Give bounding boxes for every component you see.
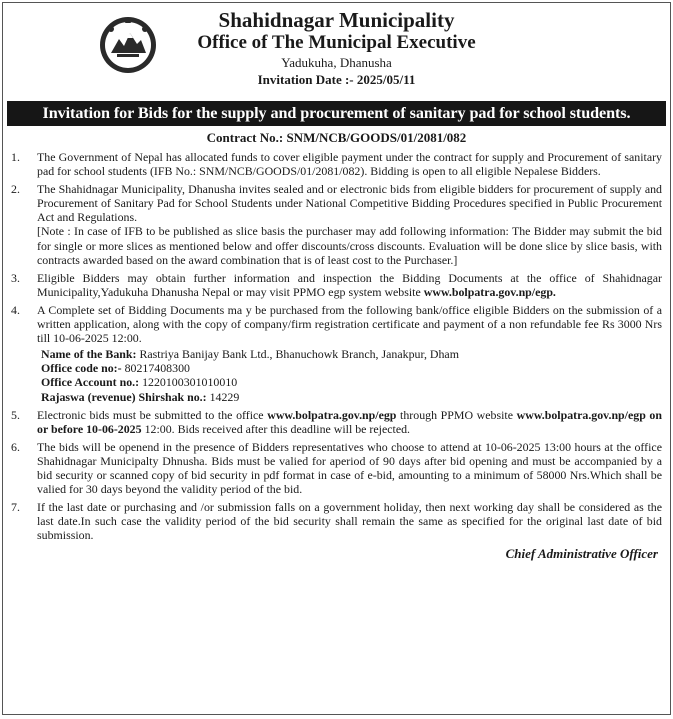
header (11, 7, 662, 99)
bank-details (37, 347, 662, 403)
invitation-date: Invitation Date :- 2025/05/11 (257, 72, 416, 87)
item-note: [Note : In case of IFB to be published as slice basis the purchaser may add following information: The Bidder may submit the bid for single or more slices as mentioned below and offer discounts/cross discounts. Evaluation will be done slice by slice basis, with contracts awarded based on the award combination that is of least cost to the Purchaser.] (37, 224, 662, 267)
item-text: Eligible Bidders may obtain further information and inspection the Bidding Documents at the office of Shahidnagar Municipality,Yadukuha Dhanusha Nepal or may visit PPMO egp system website (37, 270, 662, 299)
item-number: 6. (11, 439, 20, 454)
item-number: 3. (11, 270, 20, 285)
signatory: Chief Administrative Officer (505, 546, 658, 562)
office-name: Office of The Municipal Executive (197, 32, 476, 53)
item-text: The Government of Nepal has allocated funds to cover eligible payment under the contract for supply and Procurement of sanitary pad for school students (IFB No.: SNM/NCB/GOODS/01/2081/082). Bidding is open to all eligible Nepalese Bidders. (37, 150, 662, 179)
notice-title-banner: Invitation for Bids for the supply and procurement of sanitary pad for school students. (7, 101, 666, 126)
item-text: A Complete set of Bidding Documents ma y be purchased from the following bank/office eligible Bidders on the submission of a written application, along with the copy of company/firm registration certificate and payment of a non refundable fee Rs 3000 Nrs till 10-06-2025 12:00. (37, 302, 662, 346)
item-text: The bids will be openend in the presence of Bidders representatives who choose to attend at 10-06-2025 13:00 hours at the office Shahidnagar Municipalty Dhnusha. Bids must be valied for aperiod of 90 days after bid opening and must be accompanied by a bid security or scanned copy of bid security in pdf format in case of e-bid, amounting to a minimum of 58000 Nrs.Which shall be valied for 30 days beyond the validity period of the bid. (37, 439, 662, 497)
municipality-name: Shahidnagar Municipality (218, 8, 455, 32)
office-code-value: 80217408300 (124, 361, 190, 376)
account-label: Office Account no.: (41, 375, 140, 390)
account-value: 1220100301010010 (142, 375, 238, 390)
item-text-pre: Electronic bids must be submitted to the office (37, 407, 264, 422)
item-number: 5. (11, 407, 20, 422)
item-number: 7. (11, 500, 20, 515)
notice-items (11, 150, 662, 542)
item-text: If the last date or purchasing and /or submission falls on a government holiday, then next working day shall be considered as the last date.In such case the validity period of the bid security shall remain the same as specified for the original last date of bid submission. (37, 500, 662, 543)
item-number: 2. (11, 182, 20, 197)
list-item (11, 150, 662, 178)
notice-page (2, 2, 671, 715)
item-text: The Shahidnagar Municipality, Dhanusha invites sealed and or electronic bids from eligible bidders for procurement of supply and Procurement of Sanitary Pad for School Students under National Competitive Bidding Procedures specified in Public Procurement Act and Regulations. (37, 182, 662, 225)
list-item (11, 408, 662, 436)
bank-value: Rastriya Banijay Bank Ltd., Bhanuchowk Branch, Janakpur, Dham (139, 347, 459, 362)
office-code-label: Office code no:- (41, 361, 122, 376)
list-item (11, 303, 662, 404)
bank-label: Name of the Bank: (41, 347, 137, 362)
item-number: 1. (11, 150, 20, 164)
list-item (11, 271, 662, 299)
egp-link[interactable]: www.bolpatra.gov.np/egp. (423, 284, 556, 299)
nepal-emblem-icon (97, 13, 159, 75)
item-text-post: 12:00. Bids received after this deadline will be rejected. (144, 421, 411, 436)
list-item (11, 440, 662, 496)
list-item (11, 182, 662, 267)
egp-link[interactable]: www.bolpatra.gov.np/egp (267, 407, 397, 422)
rajaswa-value: 14229 (209, 389, 240, 404)
item-text-mid: through PPMO website (400, 407, 513, 422)
submission-deadline: www.bolpatra.gov.np/egp on or before 10-06-2025 (37, 407, 662, 436)
contract-number: Contract No.: SNM/NCB/GOODS/01/2081/082 (206, 130, 467, 145)
address: Yadukuha, Dhanusha (281, 55, 392, 70)
item-number: 4. (11, 302, 20, 317)
rajaswa-label: Rajaswa (revenue) Shirshak no.: (41, 389, 207, 404)
list-item (11, 500, 662, 542)
